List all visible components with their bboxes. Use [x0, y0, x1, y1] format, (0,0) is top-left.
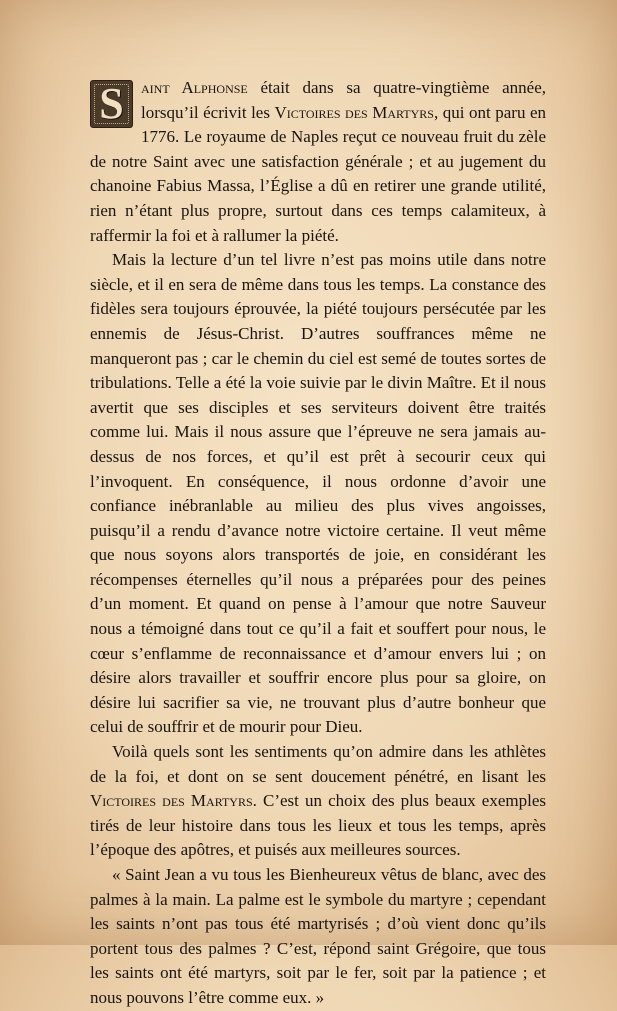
saint-name-smallcaps: aint Alphonse — [141, 78, 248, 97]
paragraph-2: Mais la lecture d’un tel livre n’est pas moins utile dans notre siècle, et il en sera de même dans tous les temps. La constance des fidèles sera toujours éprouvée, la piété toujours persécutée par les ennemis de Jésus-Christ. D’autres souffrances même ne manqueront pas ; car le chemin du ciel est semé de toutes sortes de tribulations. Telle a été la voie suivie par le divin Maître. Et il nous avertit que ses disciples et ses serviteurs doivent être traités comme lui. Mais il nous assure que l’épreuve ne sera jamais au-dessus de nos forces, et qu’il est prêt à secourir ceux qui l’invoquent. En conséquence, il nous ordonne d’avoir une confiance inébranlable au milieu des plus vives angoisses, puisqu’il a rendu d’avance notre victoire certaine. Il veut même que nous soyons alors transportés de joie, en considérant les récompenses éternelles qu’il nous a préparées pour des peines d’un moment. Et quand on pense à l’amour que notre Sauveur nous a témoigné dans tout ce qu’il a fait et souffert pour nous, le cœur s’enflamme de reconnaissance et d’amour envers lui ; on désire alors travailler et souffrir encore plus pour sa gloire, on désire lui sacrifier sa vie, ne trouvant plus d’autre bonheur que celui de souffrir et de mourir pour Dieu. — [90, 250, 546, 737]
ornamental-dropcap — [90, 80, 133, 128]
paragraph-1-text-a: était dans sa quatre-vingtième année, lorsqu’il écrivit les — [141, 78, 546, 122]
paragraph-3-text-a: Voilà quels sont les sentiments qu’on admire dans les athlètes de la foi, et dont on se sent doucement pénétré, en lisant les — [90, 742, 546, 786]
paragraph-1-text-b: , qui ont paru en 1776. Le royaume de Naples reçut ce nouveau fruit du zèle de notre Saint avec une satisfaction générale ; et au jugement du chanoine Fabius Massa, l’Église a dû en retirer une grande utilité, rien n’étant plus propre, surtout dans ces temps calamiteux, à raffermir la foi et à rallumer la piété. — [90, 102, 547, 245]
paragraph-3-text-b: . C’est un choix des plus beaux exemples tirés de leur histoire dans tous les lieux et tous les temps, après l’époque des apôtres, et puisés aux meilleures sources. — [90, 791, 546, 860]
book-title-smallcaps-2: Victoires des Martyrs — [90, 791, 253, 811]
paragraph-4-quote: « Saint Jean a vu tous les Bienheureux vêtus de blanc, avec des palmes à la main. La palme est le symbole du martyre ; cependant les saints n’ont pas tous été martyrisés ; d’où vient donc qu’ils portent tous des palmes ? C’est, répond saint Grégoire, que tous les saints ont été martyrs, soit par le fer, soit par la patience ; et nous pouvons l’être comme eux. » — [90, 865, 546, 1007]
body-text — [90, 76, 546, 1011]
paragraph-1 — [90, 76, 546, 248]
book-title-smallcaps: Victoires des Martyrs — [274, 102, 434, 122]
dropcap-letter: S — [99, 79, 124, 128]
paragraph-3 — [90, 740, 546, 863]
